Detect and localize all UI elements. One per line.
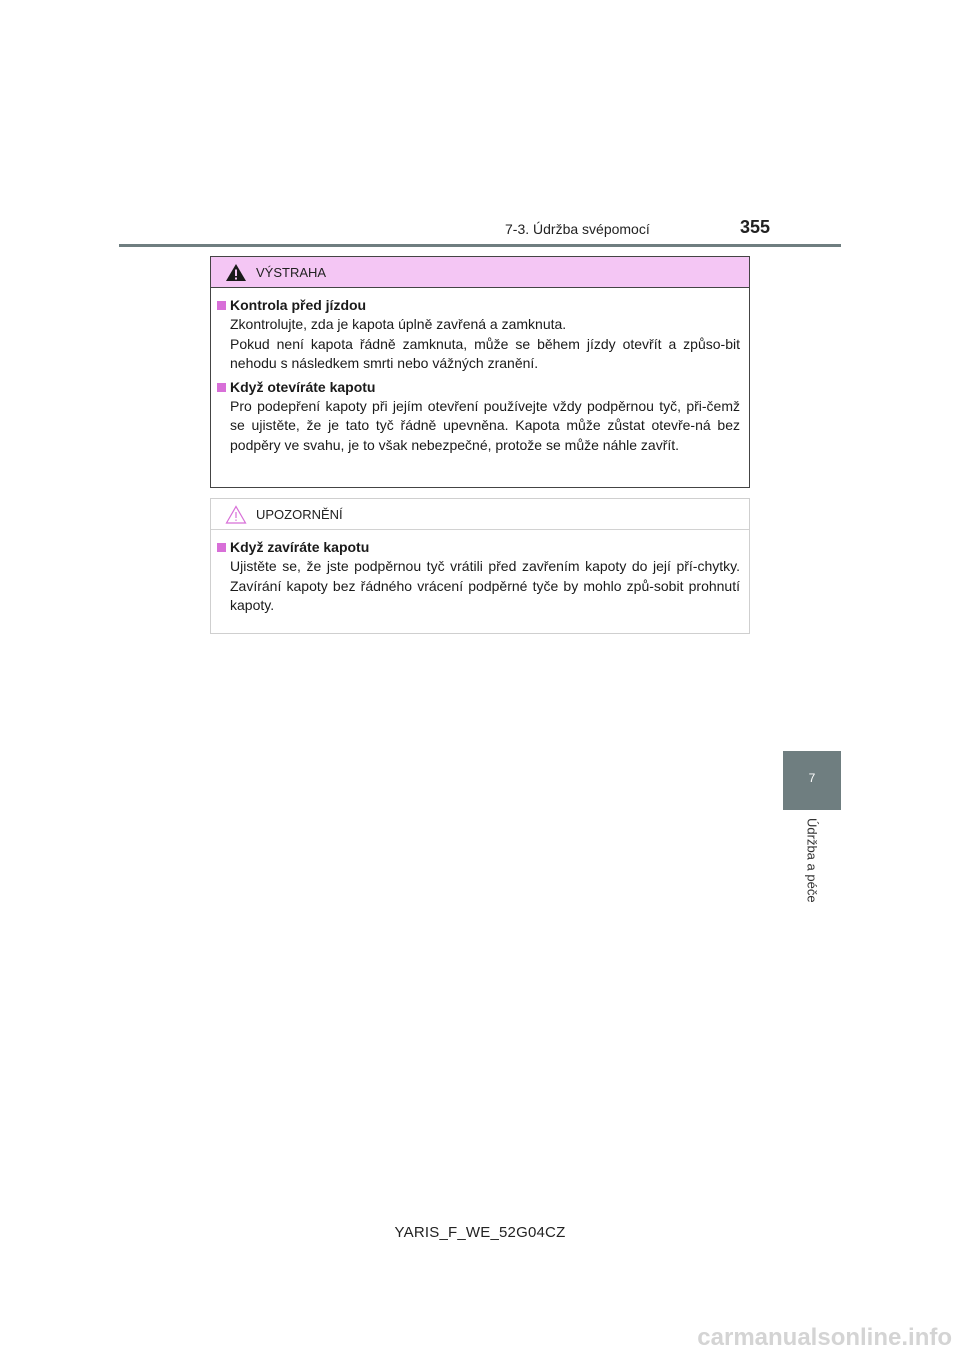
header-section-title: 7-3. Údržba svépomocí <box>505 221 650 237</box>
chapter-number: 7 <box>808 771 816 785</box>
warning-item <box>217 378 740 456</box>
warning-item-title <box>217 378 740 397</box>
warning-item-title <box>217 296 740 315</box>
caution-item-title <box>217 538 740 557</box>
warning-item-text <box>217 315 740 374</box>
warning-item-paragraph: Pokud není kapota řádně zamknuta, může se během jízdy otevřít a způso-bit nehodu s následkem smrti nebo vážných zranění. <box>230 335 740 371</box>
page-number: 355 <box>740 217 771 237</box>
caution-box-body <box>211 530 749 616</box>
warning-item-paragraph: Pro podepření kapoty při jejím otevření používejte vždy podpěrnou tyč, při-čemž se ujistěte, že je tato tyč řádně upevněna. Kapota může zůstat otevře-ná bez podpěry ve svahu, je to však nebezpečné, protože se může náhle zavřít. <box>230 397 740 453</box>
warning-item-title-text: Když otevíráte kapotu <box>230 378 376 395</box>
warning-item-text <box>217 397 740 456</box>
warning-box-header <box>211 257 749 288</box>
warning-box-body <box>211 288 749 455</box>
caution-item-title-text: Když zavíráte kapotu <box>230 539 370 555</box>
warning-box-title: VÝSTRAHA <box>256 264 327 280</box>
caution-item-text <box>217 557 740 616</box>
square-bullet-icon <box>217 383 226 392</box>
warning-item <box>217 296 740 374</box>
caution-item-paragraph: Ujistěte se, že jste podpěrnou tyč vrátili před zavřením kapoty do její pří-chytky. Zavírání kapoty bez řádného vrácení podpěrné tyče by mohlo způ-sobit prohnutí kapoty. <box>230 558 740 613</box>
square-bullet-icon <box>217 543 226 552</box>
caution-box-header <box>211 499 749 530</box>
caution-box <box>210 498 750 634</box>
chapter-side-tab <box>783 751 841 810</box>
header-rule <box>119 244 841 247</box>
watermark: carmanualsonline.info <box>697 1324 952 1351</box>
warning-item-title-text: Kontrola před jízdou <box>230 297 367 313</box>
chapter-side-label: Údržba a péče <box>804 818 820 903</box>
caution-box-title: UPOZORNĚNÍ <box>256 506 343 522</box>
footer-document-id: YARIS_F_WE_52G04CZ <box>394 1224 566 1241</box>
caution-triangle-icon <box>225 505 247 524</box>
warning-triangle-icon <box>225 263 247 282</box>
warning-item-paragraph: Zkontrolujte, zda je kapota úplně zavřená a zamknuta. <box>230 316 567 332</box>
square-bullet-icon <box>217 301 226 310</box>
warning-box <box>210 256 750 488</box>
caution-item <box>217 538 740 616</box>
